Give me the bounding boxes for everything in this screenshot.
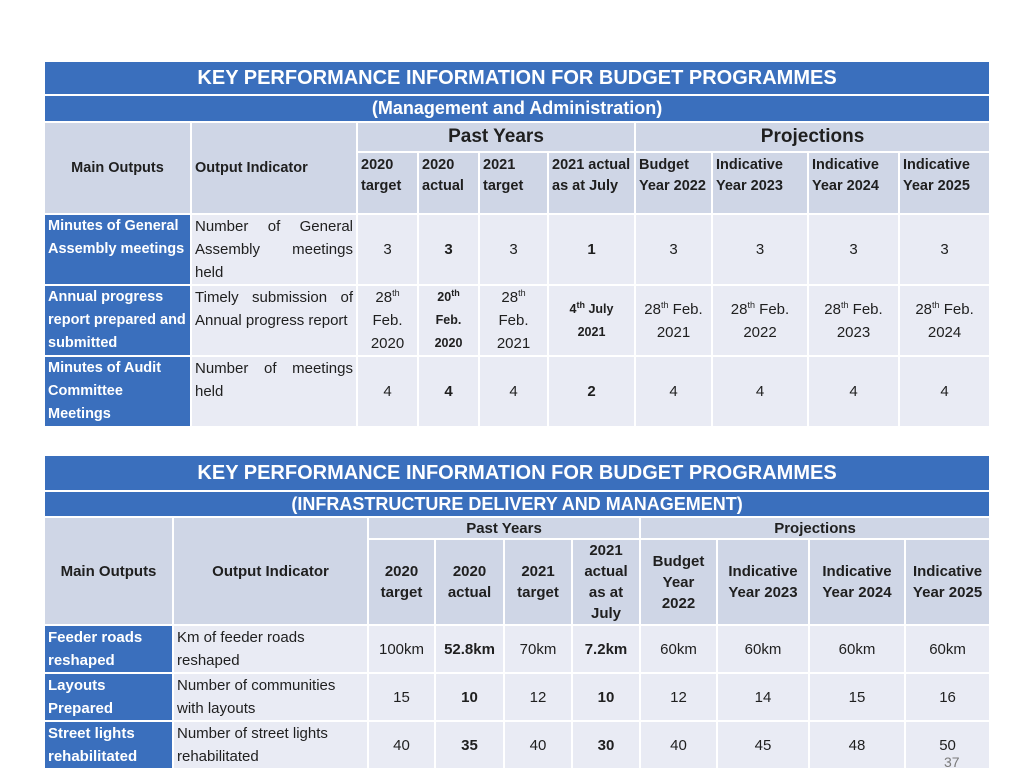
value-cell: 2 bbox=[548, 356, 635, 427]
value-cell: 45 bbox=[717, 721, 809, 769]
value-cell: 48 bbox=[809, 721, 905, 769]
row-indicator: Number of meetings held bbox=[191, 356, 357, 427]
row-output: Street lights rehabilitated bbox=[44, 721, 173, 769]
date-cell: 28th Feb. 2021 bbox=[479, 285, 548, 356]
value-cell: 40 bbox=[640, 721, 717, 769]
table-row bbox=[44, 356, 990, 427]
row-indicator: Km of feeder roads reshaped bbox=[173, 625, 368, 673]
value-cell: 4 bbox=[479, 356, 548, 427]
table-row bbox=[44, 625, 990, 673]
table-title: KEY PERFORMANCE INFORMATION FOR BUDGET PROGRAMMES bbox=[44, 61, 990, 95]
value-cell: 14 bbox=[717, 673, 809, 721]
page-number: 37 bbox=[944, 754, 960, 770]
header-2020-target: 2020 target bbox=[357, 152, 418, 214]
table-subtitle: (INFRASTRUCTURE DELIVERY AND MANAGEMENT) bbox=[44, 491, 990, 517]
value-cell: 10 bbox=[435, 673, 504, 721]
value-cell: 3 bbox=[808, 214, 899, 285]
header-indicative-2024: Indicative Year 2024 bbox=[809, 539, 905, 625]
table-row bbox=[44, 721, 990, 769]
value-cell: 15 bbox=[809, 673, 905, 721]
table-row bbox=[44, 285, 990, 356]
value-cell: 70km bbox=[504, 625, 572, 673]
value-cell: 3 bbox=[357, 214, 418, 285]
value-cell: 40 bbox=[504, 721, 572, 769]
value-cell: 4 bbox=[899, 356, 990, 427]
table-row bbox=[44, 214, 990, 285]
row-output: Feeder roads reshaped bbox=[44, 625, 173, 673]
row-indicator: Number of General Assembly meetings held bbox=[191, 214, 357, 285]
value-cell: 4 bbox=[357, 356, 418, 427]
header-2020-actual: 2020 actual bbox=[418, 152, 479, 214]
kpi-table-management bbox=[43, 60, 991, 428]
header-2020-target: 2020 target bbox=[368, 539, 435, 625]
value-cell: 3 bbox=[479, 214, 548, 285]
value-cell: 60km bbox=[905, 625, 990, 673]
row-output: Minutes of General Assembly meetings bbox=[44, 214, 191, 285]
value-cell: 52.8km bbox=[435, 625, 504, 673]
date-cell: 28th Feb. 2024 bbox=[899, 285, 990, 356]
value-cell: 100km bbox=[368, 625, 435, 673]
value-cell: 10 bbox=[572, 673, 640, 721]
header-2020-actual: 2020 actual bbox=[435, 539, 504, 625]
row-output: Minutes of Audit Committee Meetings bbox=[44, 356, 191, 427]
value-cell: 4 bbox=[712, 356, 808, 427]
date-cell: 28th Feb. 2022 bbox=[712, 285, 808, 356]
row-indicator: Number of communities with layouts bbox=[173, 673, 368, 721]
value-cell: 60km bbox=[640, 625, 717, 673]
value-cell: 4 bbox=[635, 356, 712, 427]
header-budget-2022: Budget Year 2022 bbox=[635, 152, 712, 214]
value-cell: 3 bbox=[899, 214, 990, 285]
header-main-outputs: Main Outputs bbox=[44, 517, 173, 625]
header-output-indicator: Output Indicator bbox=[191, 122, 357, 214]
date-cell: 20th Feb. 2020 bbox=[418, 285, 479, 356]
value-cell: 35 bbox=[435, 721, 504, 769]
header-past-years: Past Years bbox=[357, 122, 635, 152]
header-indicative-2023: Indicative Year 2023 bbox=[717, 539, 809, 625]
header-2021-actual-july: 2021 actual as at July bbox=[548, 152, 635, 214]
header-main-outputs: Main Outputs bbox=[44, 122, 191, 214]
kpi-table-infrastructure bbox=[43, 454, 991, 770]
value-cell: 40 bbox=[368, 721, 435, 769]
header-output-indicator: Output Indicator bbox=[173, 517, 368, 625]
value-cell: 16 bbox=[905, 673, 990, 721]
row-indicator: Timely submission of Annual progress report bbox=[191, 285, 357, 356]
value-cell: 12 bbox=[640, 673, 717, 721]
value-cell: 4 bbox=[418, 356, 479, 427]
value-cell: 15 bbox=[368, 673, 435, 721]
date-cell: 28th Feb. 2023 bbox=[808, 285, 899, 356]
value-cell: 12 bbox=[504, 673, 572, 721]
date-cell: 28th Feb. 2021 bbox=[635, 285, 712, 356]
table-subtitle: (Management and Administration) bbox=[44, 95, 990, 122]
header-indicative-2025: Indicative Year 2025 bbox=[899, 152, 990, 214]
value-cell: 50 bbox=[905, 721, 990, 769]
header-indicative-2024: Indicative Year 2024 bbox=[808, 152, 899, 214]
table-row bbox=[44, 673, 990, 721]
value-cell: 3 bbox=[635, 214, 712, 285]
row-output: Layouts Prepared bbox=[44, 673, 173, 721]
header-2021-target: 2021 target bbox=[479, 152, 548, 214]
value-cell: 60km bbox=[717, 625, 809, 673]
value-cell: 3 bbox=[418, 214, 479, 285]
header-indicative-2023: Indicative Year 2023 bbox=[712, 152, 808, 214]
date-cell: 28th Feb. 2020 bbox=[357, 285, 418, 356]
header-projections: Projections bbox=[635, 122, 990, 152]
header-past-years: Past Years bbox=[368, 517, 640, 539]
header-2021-actual-july: 2021 actual as at July bbox=[572, 539, 640, 625]
date-cell: 4th July 2021 bbox=[548, 285, 635, 356]
row-indicator: Number of street lights rehabilitated bbox=[173, 721, 368, 769]
value-cell: 7.2km bbox=[572, 625, 640, 673]
header-2021-target: 2021 target bbox=[504, 539, 572, 625]
value-cell: 3 bbox=[712, 214, 808, 285]
header-projections: Projections bbox=[640, 517, 990, 539]
value-cell: 30 bbox=[572, 721, 640, 769]
row-output: Annual progress report prepared and submitted bbox=[44, 285, 191, 356]
value-cell: 4 bbox=[808, 356, 899, 427]
header-budget-2022: Budget Year 2022 bbox=[640, 539, 717, 625]
value-cell: 1 bbox=[548, 214, 635, 285]
table-title: KEY PERFORMANCE INFORMATION FOR BUDGET PROGRAMMES bbox=[44, 455, 990, 491]
header-indicative-2025: Indicative Year 2025 bbox=[905, 539, 990, 625]
value-cell: 60km bbox=[809, 625, 905, 673]
